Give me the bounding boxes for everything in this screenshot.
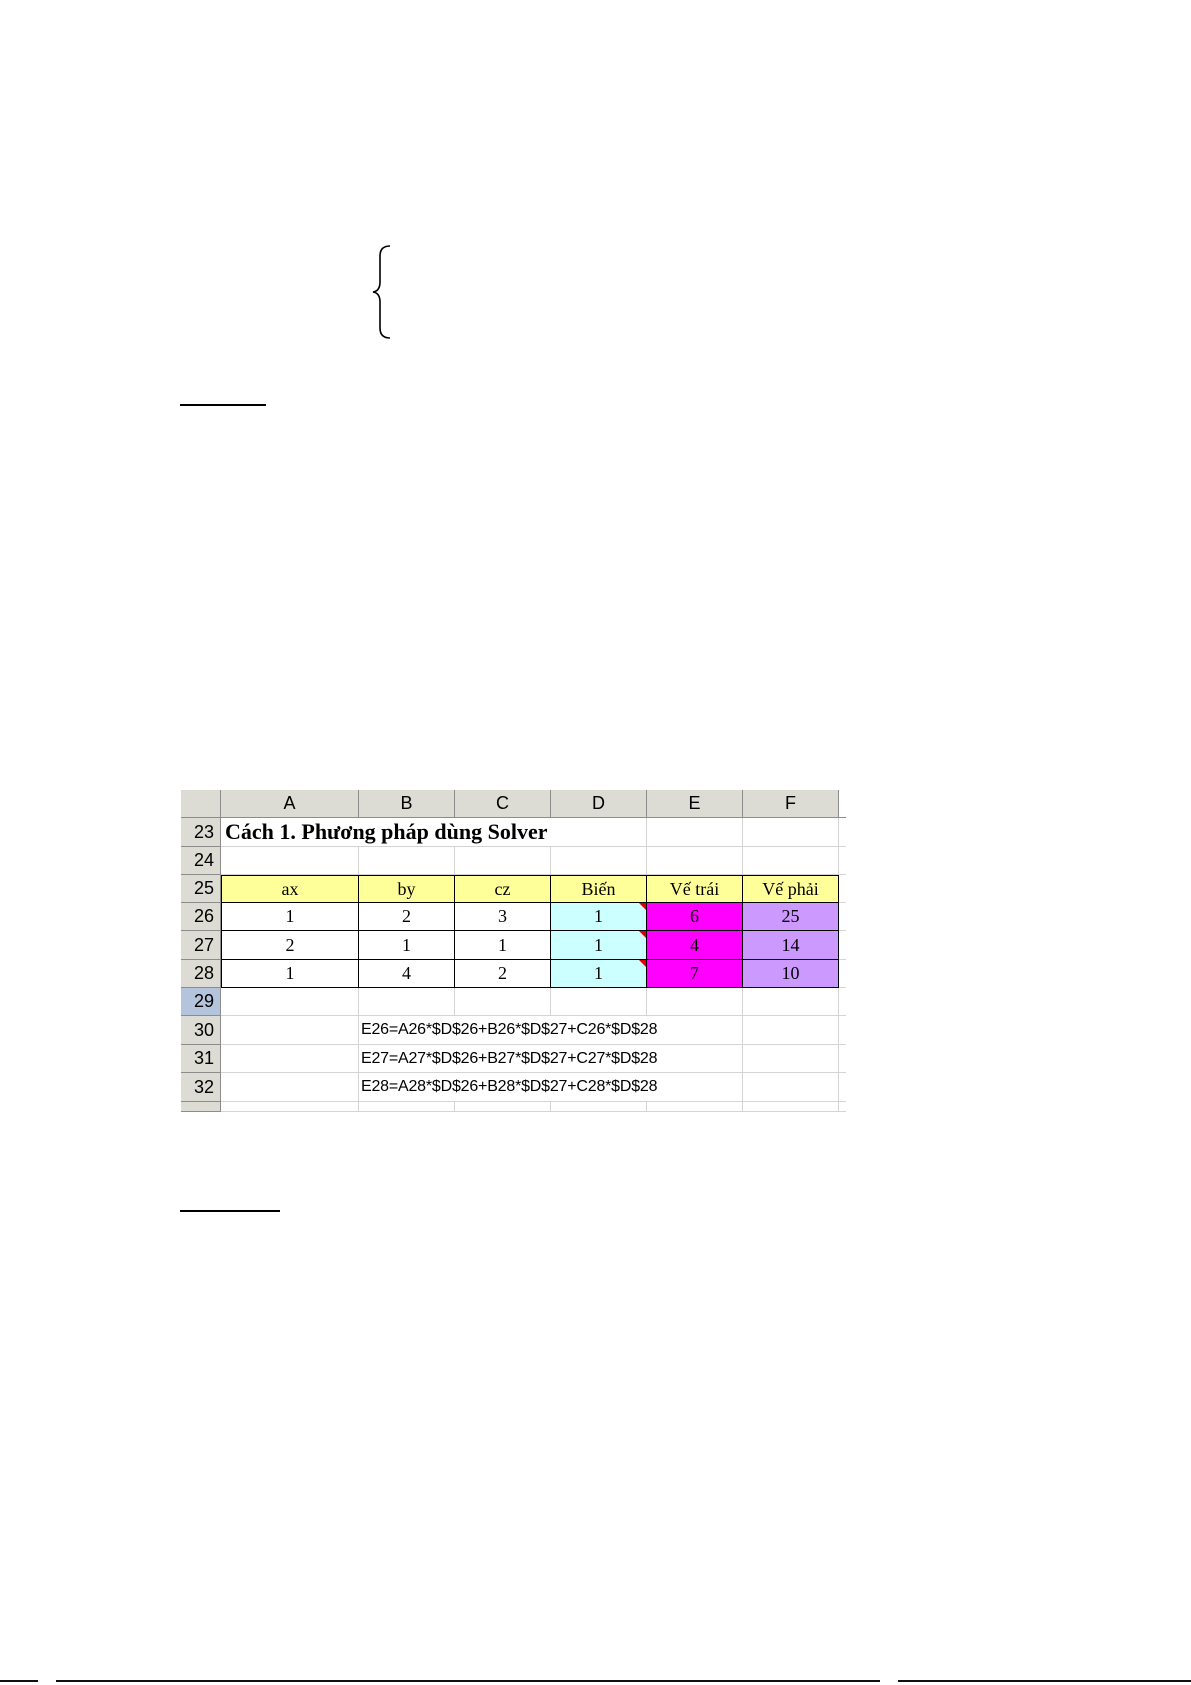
cell-a31[interactable] (221, 1045, 359, 1073)
comment-indicator-icon[interactable] (639, 931, 646, 938)
cell-value: 1 (594, 906, 603, 926)
table-header-left-side[interactable]: Vế trái (647, 875, 743, 903)
cell-value: 1 (594, 963, 603, 983)
cell-a27[interactable]: 2 (221, 931, 359, 960)
row-header-28[interactable]: 28 (181, 960, 221, 988)
curly-brace-icon (372, 244, 396, 340)
spreadsheet (181, 790, 846, 1112)
cell-d29[interactable] (551, 988, 647, 1016)
table-header-variable[interactable]: Biến (551, 875, 647, 903)
cell-partial (359, 1102, 455, 1112)
cell-f29[interactable] (743, 988, 839, 1016)
cell-f30[interactable] (743, 1016, 839, 1045)
cell-e26[interactable]: 6 (647, 903, 743, 931)
table-header-by[interactable]: by (359, 875, 455, 903)
cell-partial (551, 1102, 647, 1112)
column-header-a[interactable]: A (221, 790, 359, 818)
row-header-24[interactable]: 24 (181, 847, 221, 875)
cell-edge (839, 818, 846, 847)
cell-a32[interactable] (221, 1073, 359, 1102)
cell-a26[interactable]: 1 (221, 903, 359, 931)
comment-indicator-icon[interactable] (639, 903, 646, 910)
cell-edge (839, 1045, 846, 1073)
cell-f32[interactable] (743, 1073, 839, 1102)
row-header-23[interactable]: 23 (181, 818, 221, 847)
rule-gap (880, 1680, 898, 1682)
cell-edge (839, 903, 846, 931)
cell-e29[interactable] (647, 988, 743, 1016)
table-header-right-side[interactable]: Vế phải (743, 875, 839, 903)
cell-b29[interactable] (359, 988, 455, 1016)
cell-b28[interactable]: 4 (359, 960, 455, 988)
table-header-ax[interactable]: ax (221, 875, 359, 903)
cell-a29[interactable] (221, 988, 359, 1016)
cell-a30[interactable] (221, 1016, 359, 1045)
heading-underline (180, 1210, 280, 1212)
comment-indicator-icon[interactable] (639, 960, 646, 967)
formula-note-e26[interactable]: E26=A26*$D$26+B26*$D$27+C26*$D$28 (359, 1016, 743, 1045)
sheet-title-cell[interactable]: Cách 1. Phương pháp dùng Solver (221, 818, 647, 847)
cell-d28[interactable] (551, 960, 647, 988)
column-header-edge (839, 790, 846, 818)
cell-edge (839, 931, 846, 960)
cell-e24[interactable] (647, 847, 743, 875)
cell-f24[interactable] (743, 847, 839, 875)
cell-edge (839, 847, 846, 875)
cell-edge (839, 988, 846, 1016)
cell-edge (839, 1016, 846, 1045)
row-header-partial (181, 1102, 221, 1112)
column-header-c[interactable]: C (455, 790, 551, 818)
cell-partial (647, 1102, 743, 1112)
cell-c27[interactable]: 1 (455, 931, 551, 960)
cell-b26[interactable]: 2 (359, 903, 455, 931)
cell-e27[interactable]: 4 (647, 931, 743, 960)
formula-note-e28[interactable]: E28=A28*$D$26+B28*$D$27+C28*$D$28 (359, 1073, 743, 1102)
column-header-e[interactable]: E (647, 790, 743, 818)
row-header-31[interactable]: 31 (181, 1045, 221, 1073)
table-header-cz[interactable]: cz (455, 875, 551, 903)
cell-b27[interactable]: 1 (359, 931, 455, 960)
row-header-25[interactable]: 25 (181, 875, 221, 903)
cell-d24[interactable] (551, 847, 647, 875)
cell-edge (839, 875, 846, 903)
rule-gap (38, 1680, 56, 1682)
cell-e28[interactable]: 7 (647, 960, 743, 988)
cell-d27[interactable] (551, 931, 647, 960)
formula-note-e27[interactable]: E27=A27*$D$26+B27*$D$27+C27*$D$28 (359, 1045, 743, 1073)
row-header-29[interactable]: 29 (181, 988, 221, 1016)
cell-f31[interactable] (743, 1045, 839, 1073)
cell-c28[interactable]: 2 (455, 960, 551, 988)
cell-d26[interactable] (551, 903, 647, 931)
cell-a24[interactable] (221, 847, 359, 875)
page-bottom-rule (0, 1680, 1191, 1682)
cell-partial (455, 1102, 551, 1112)
cell-a28[interactable]: 1 (221, 960, 359, 988)
column-header-d[interactable]: D (551, 790, 647, 818)
cell-c26[interactable]: 3 (455, 903, 551, 931)
cell-f27[interactable]: 14 (743, 931, 839, 960)
select-all-corner[interactable] (181, 790, 221, 818)
row-header-27[interactable]: 27 (181, 931, 221, 960)
cell-edge (839, 1073, 846, 1102)
cell-e23[interactable] (647, 818, 743, 847)
cell-partial (221, 1102, 359, 1112)
column-header-b[interactable]: B (359, 790, 455, 818)
column-header-f[interactable]: F (743, 790, 839, 818)
cell-partial (743, 1102, 839, 1112)
cell-f28[interactable]: 10 (743, 960, 839, 988)
cell-f23[interactable] (743, 818, 839, 847)
cell-f26[interactable]: 25 (743, 903, 839, 931)
cell-b24[interactable] (359, 847, 455, 875)
spreadsheet-grid (181, 790, 846, 1112)
row-header-30[interactable]: 30 (181, 1016, 221, 1045)
cell-edge (839, 960, 846, 988)
cell-edge (839, 1102, 846, 1112)
cell-value: 1 (594, 934, 603, 955)
row-header-32[interactable]: 32 (181, 1073, 221, 1102)
cell-c24[interactable] (455, 847, 551, 875)
cell-c29[interactable] (455, 988, 551, 1016)
row-header-26[interactable]: 26 (181, 903, 221, 931)
heading-underline (180, 404, 266, 406)
